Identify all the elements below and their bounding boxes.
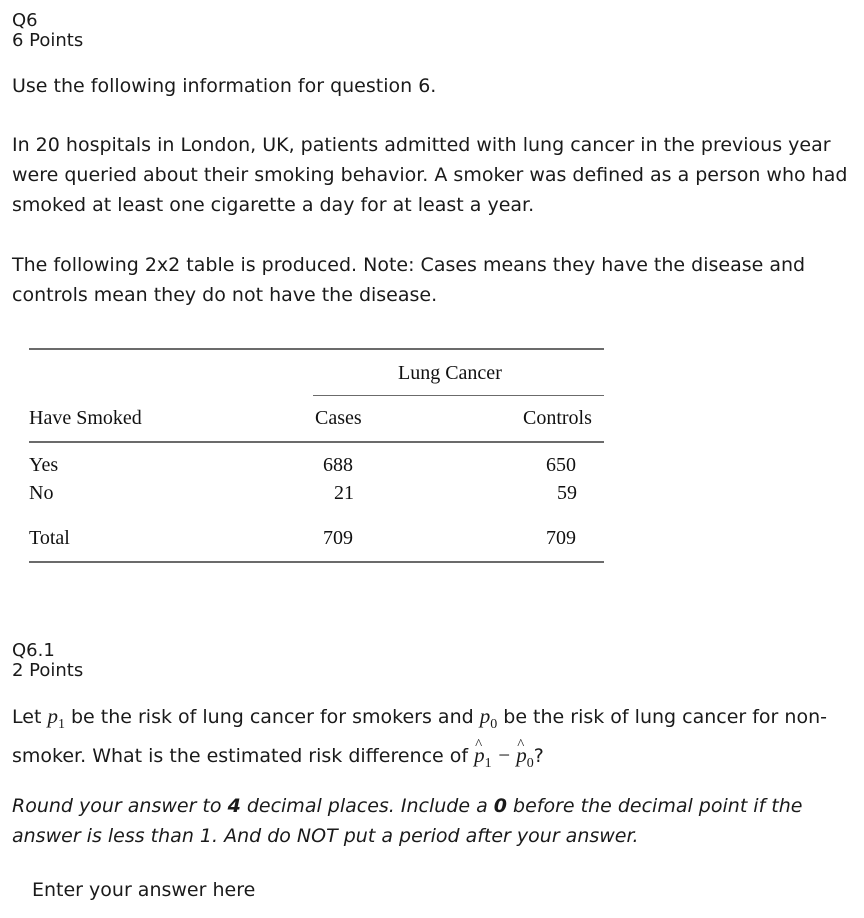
instruction-bold-4: 4 [227,795,241,817]
col-header-cases: Cases [315,407,362,429]
cell-total-controls: 709 [546,527,576,549]
question-intro: Use the following information for question 6. [12,75,437,97]
math-p1: $p_1$ [47,704,65,733]
group-rule [313,395,604,396]
text-let: Let [12,706,42,728]
header-rule [29,441,604,443]
col-header-controls: Controls [523,407,592,429]
row-label-total: Total [29,527,70,549]
row-label-no: No [29,482,54,504]
table-top-rule [29,348,604,350]
math-risk-difference: ^ $p_1$ − ^ $p_0$ [474,743,534,767]
cell-no-cases: 21 [334,482,354,504]
table-intro: The following 2x2 table is produced. Note: Cases means they have the disease and controls mean they do not have the disease. [12,254,806,306]
question-number: Q6 [12,10,38,31]
subquestion-number: Q6.1 [12,640,55,661]
row-label-yes: Yes [29,454,59,476]
answer-instruction: Round your answer to 4 decimal places. Include a 0 before the decimal point if the answer is less than 1. And do NOT put a period after your answer. [12,795,803,847]
instruction-bold-0: 0 [493,795,507,817]
cell-yes-cases: 688 [323,454,353,476]
text-mid2: be the risk of lung cancer for non-smoker. What is the estimated risk difference of [12,706,827,768]
answer-input[interactable] [14,873,352,907]
question-description: In 20 hospitals in London, UK, patients admitted with lung cancer in the previous year were queried about their smoking behavior. A smoker was defined as a person who had smoked at least one cigarette a day for at least a year. [12,134,848,216]
math-p0: $p_0$ [479,704,498,733]
cell-yes-controls: 650 [546,454,576,476]
cell-no-controls: 59 [557,482,577,504]
text-mid1: be the risk of lung cancer for smokers and [70,706,474,728]
table-bottom-rule [29,561,604,563]
cell-total-cases: 709 [323,527,353,549]
group-header: Lung Cancer [398,362,502,384]
row-header: Have Smoked [29,407,142,429]
question-points: 6 Points [12,30,84,51]
subquestion-points: 2 Points [12,660,84,681]
subquestion-text: Let $p_1$ be the risk of lung cancer for smokers and $p_0$ be the risk of lung cancer for non-smoker. What is the estimated risk difference of ^ $p_1$ − ^ $p_0$? [12,701,857,779]
